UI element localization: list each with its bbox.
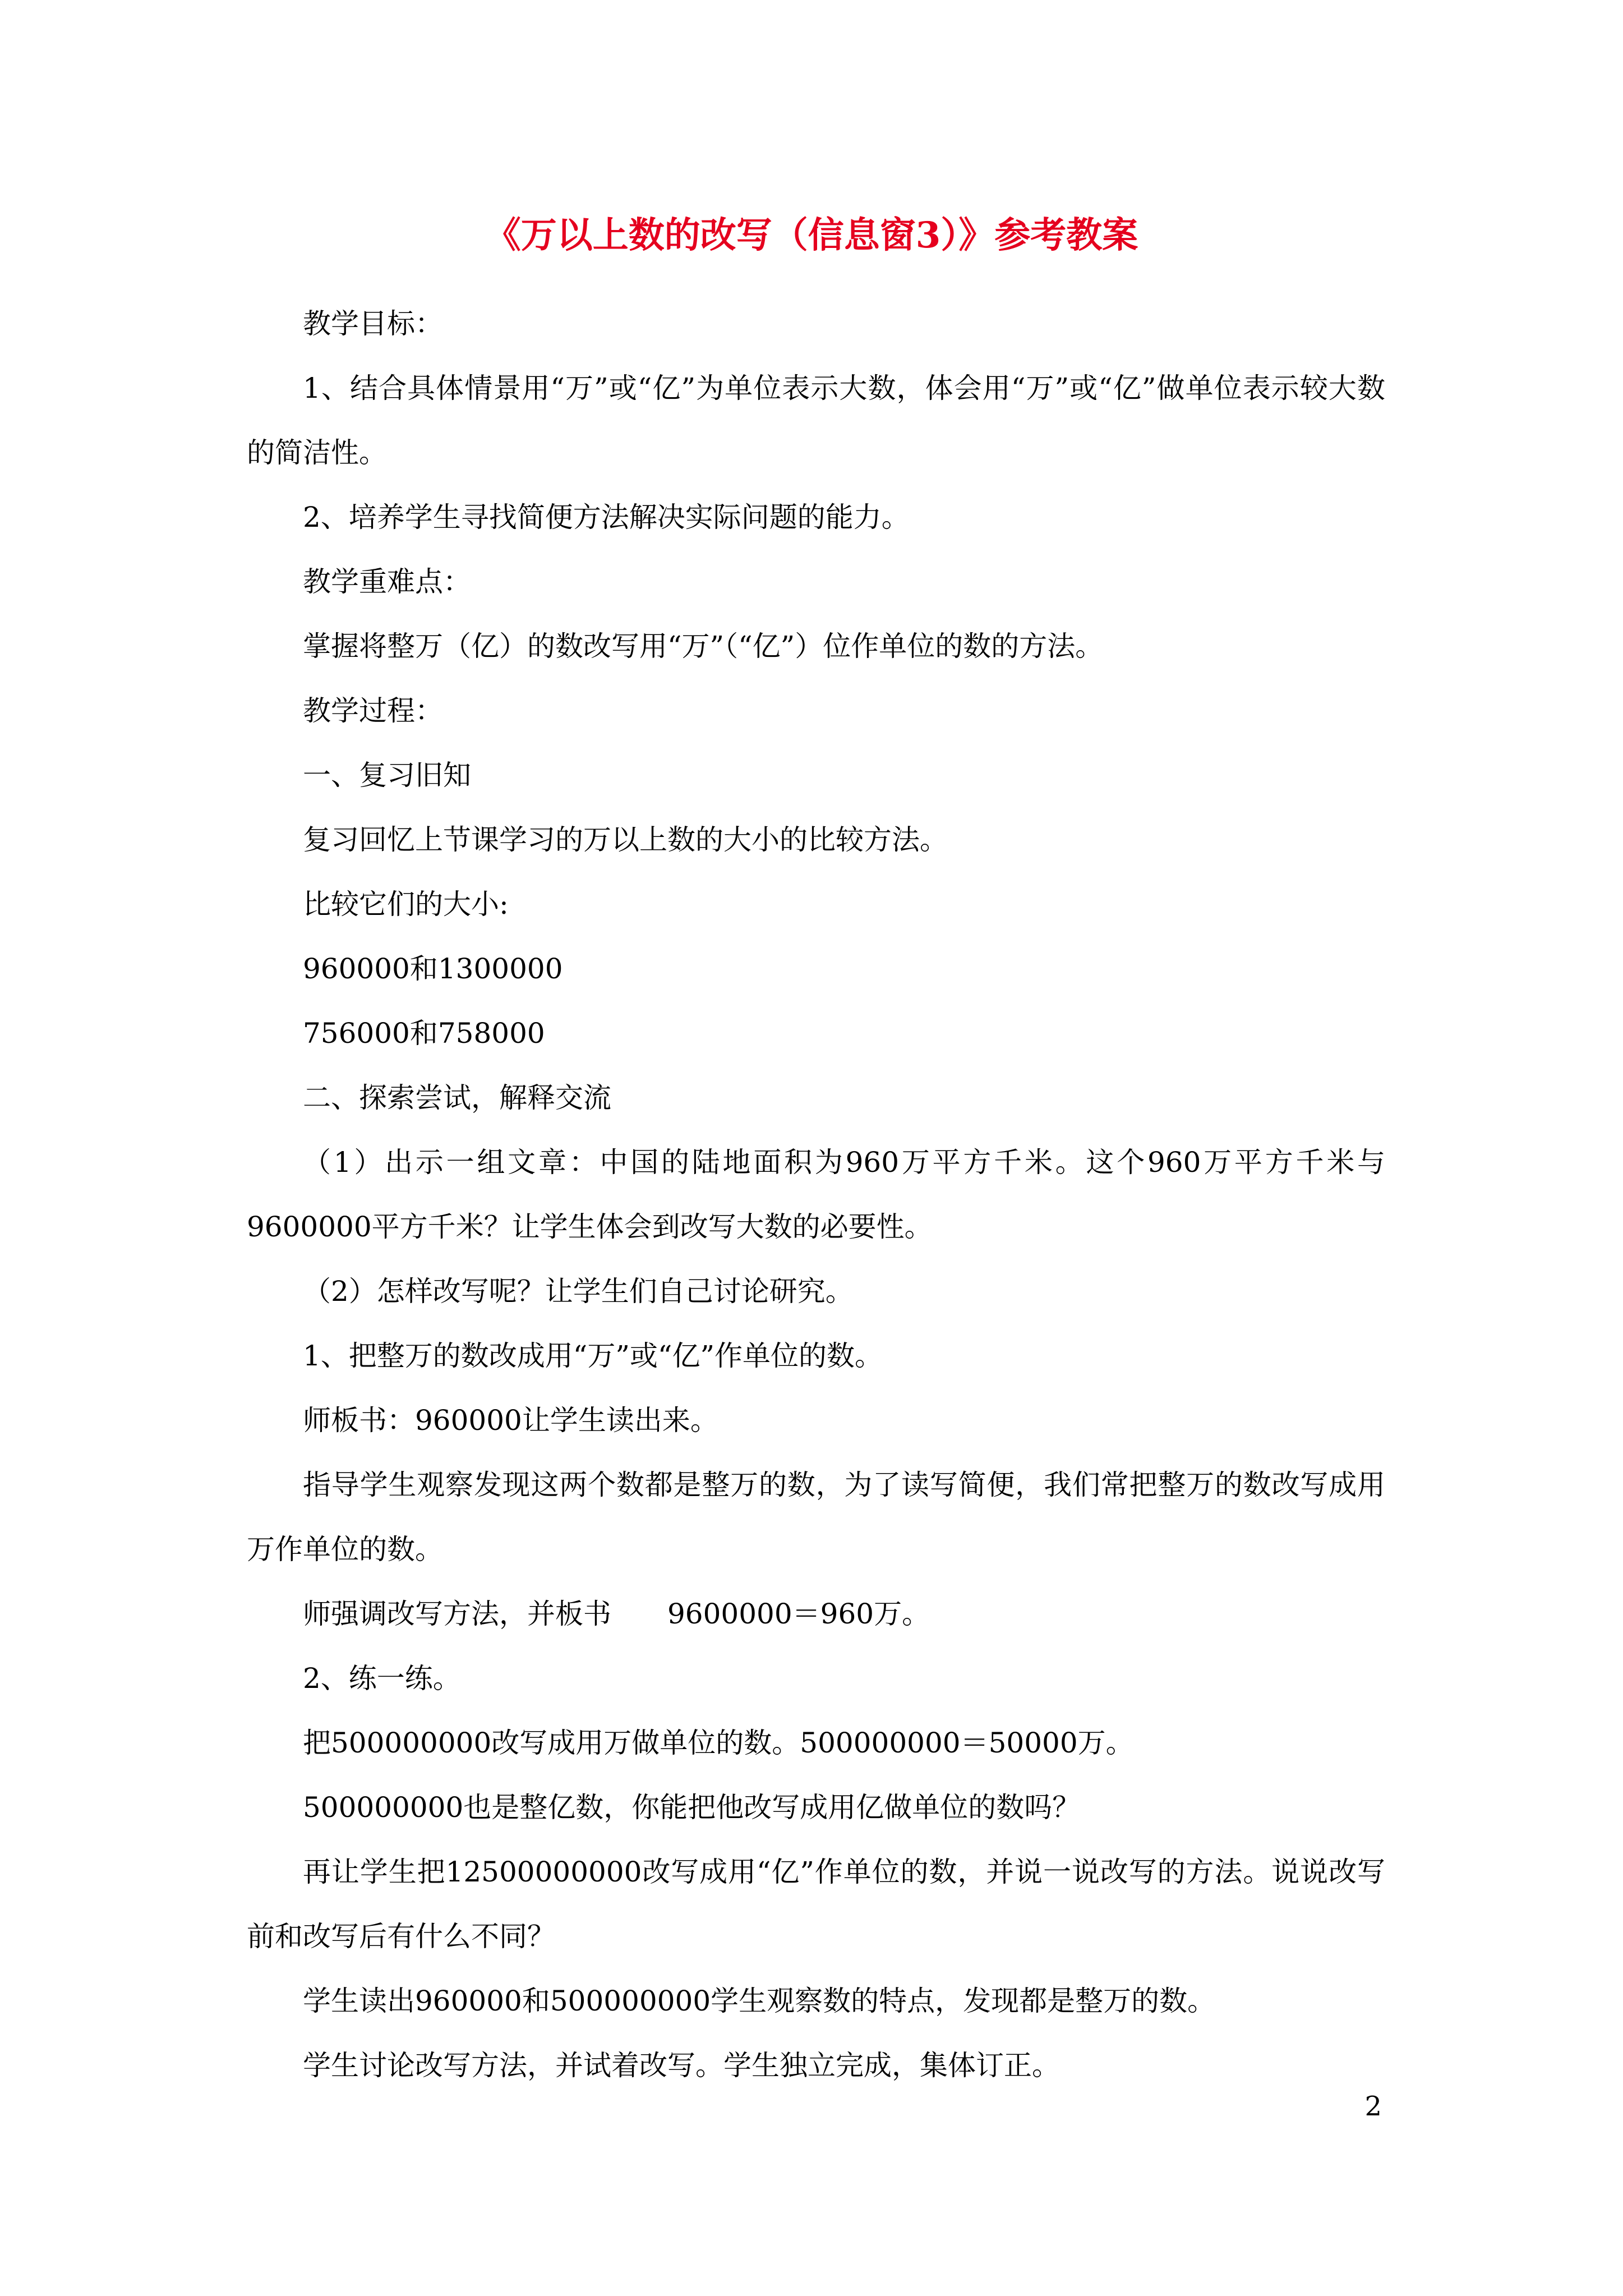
paragraph: 二、探索尝试，解释交流 — [303, 1082, 611, 1114]
paragraph: 2、培养学生寻找简便方法解决实际问题的能力。 — [303, 501, 910, 533]
document-title: 《万以上数的改写（信息窗3）》参考教案 — [485, 214, 1138, 256]
paragraph: 再让学生把12500000000改写成用“亿”作单位的数，并说一说改写的方法。说说改写前和改写后有什么不同？ — [247, 1856, 1385, 1953]
paragraph: 教学过程： — [303, 694, 443, 727]
paragraph: （2）怎样改写呢？让学生们自己讨论研究。 — [303, 1275, 854, 1308]
paragraph: 学生读出960000和500000000学生观察数的特点，发现都是整万的数。 — [303, 1985, 1216, 2017]
paragraph: 掌握将整万（亿）的数改写用“万”（“亿”）位作单位的数的方法。 — [303, 630, 1104, 662]
paragraph: 2、练一练。 — [303, 1662, 461, 1695]
paragraph: （1）出示一组文章：中国的陆地面积为960万平方千米。这个960万平方千米与9600000平方千米？让学生体会到改写大数的必要性。 — [247, 1146, 1385, 1243]
paragraph: 教学目标： — [303, 307, 443, 340]
paragraph: 500000000也是整亿数，你能把他改写成用亿做单位的数吗？ — [303, 1791, 1081, 1824]
paragraph: 把500000000改写成用万做单位的数。500000000＝50000万。 — [303, 1727, 1134, 1759]
paragraph: 教学重难点： — [303, 565, 471, 598]
document-body — [247, 292, 1385, 2098]
paragraph: 复习回忆上节课学习的万以上数的大小的比较方法。 — [303, 823, 948, 856]
paragraph: 756000和758000 — [303, 1017, 545, 1050]
paragraph: 学生讨论改写方法，并试着改写。学生独立完成，集体订正。 — [303, 2049, 1060, 2082]
paragraph: 比较它们的大小: — [303, 888, 509, 921]
paragraph: 师强调改写方法，并板书 9600000＝960万。 — [303, 1598, 930, 1630]
paragraph: 960000和1300000 — [303, 953, 563, 985]
paragraph: 1、把整万的数改成用“万”或“亿”作单位的数。 — [303, 1340, 883, 1372]
paragraph: 1、结合具体情景用“万”或“亿”为单位表示大数，体会用“万”或“亿”做单位表示较大数的简洁性。 — [247, 372, 1385, 469]
paragraph: 指导学生观察发现这两个数都是整万的数，为了读写简便，我们常把整万的数改写成用万作单位的数。 — [247, 1469, 1385, 1566]
paragraph: 一、复习旧知 — [303, 759, 471, 792]
page-number: 2 — [1364, 2091, 1382, 2122]
paragraph: 师板书：960000让学生读出来。 — [303, 1404, 718, 1437]
